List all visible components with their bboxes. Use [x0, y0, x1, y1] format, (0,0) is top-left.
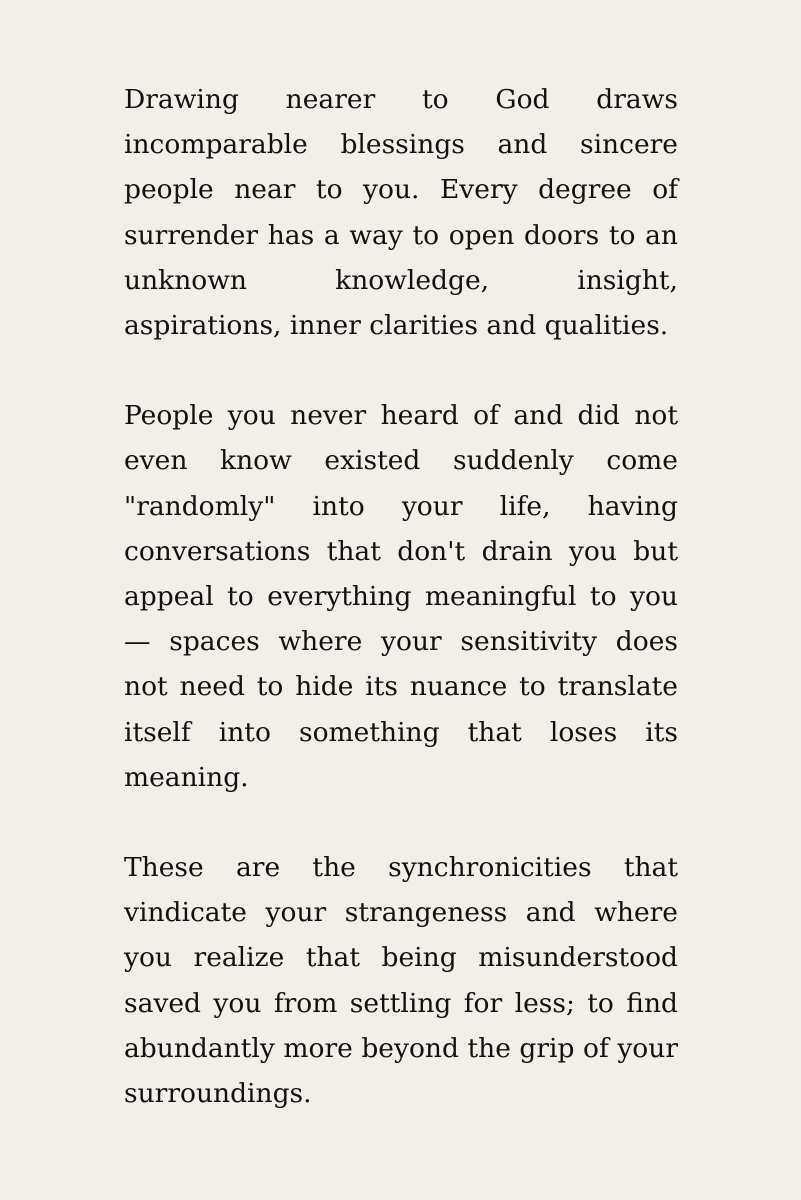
text-content [124, 77, 678, 1116]
paragraph-3: These are the synchronicities that vindicate your strangeness and where you realize that being misunderstood saved you from settling for less; to find abundantly more beyond the grip of your surroundings. [124, 852, 678, 1110]
paragraph-1: Drawing nearer to God draws incomparable blessings and sincere people near to you. Every degree of surrender has a way to open doors to an unknown knowledge, insight, aspirations, inner clarities and qualities. [124, 84, 678, 342]
paragraph-2: People you never heard of and did not even know existed suddenly come "randomly" into your life, having conversations that don't drain you but appeal to everything meaningful to you — spaces where your sensitivity does not need to hide its nuance to translate itself into something that loses its meaning. [124, 400, 678, 793]
